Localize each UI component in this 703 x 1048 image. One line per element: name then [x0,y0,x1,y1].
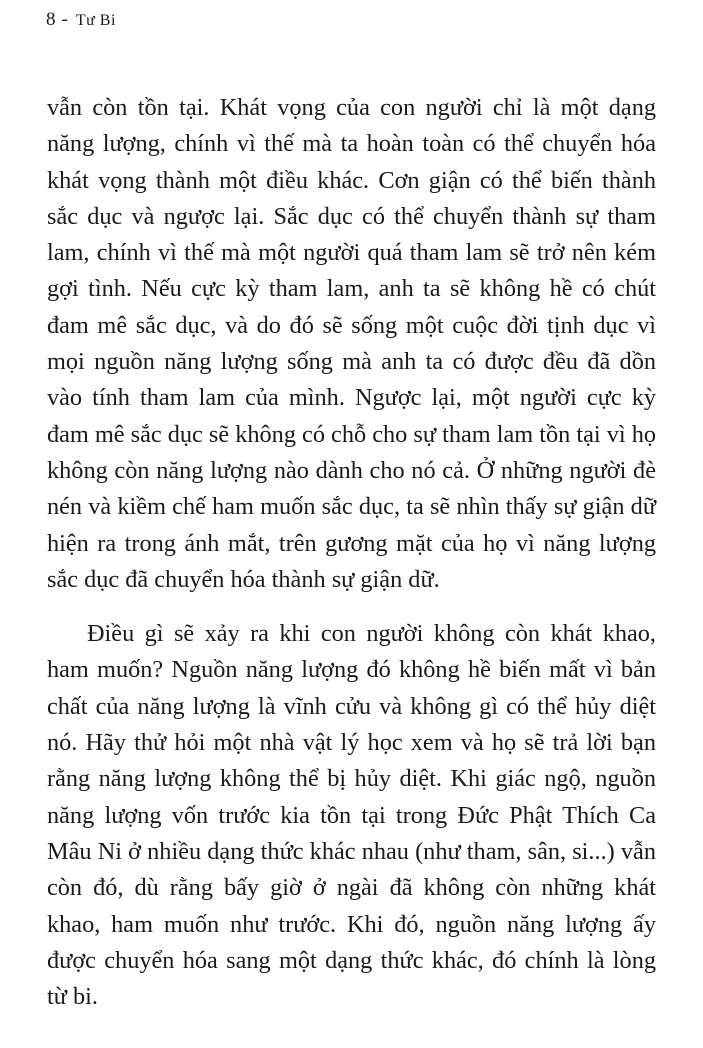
running-header [46,8,116,33]
page-number: 8 [46,9,56,30]
header-separator: - [61,9,68,30]
paragraph-1: vẫn còn tồn tại. Khát vọng của con người chỉ là một dạng năng lượng, chính vì thế mà ta hoàn toàn có thể chuyển hóa khát vọng thành một điều khác. Cơn giận có thể biến thành sắc dục và ngược lại. Sắc dục có thể chuyển thành sự tham lam, chính vì thế mà một người quá tham lam sẽ trở nên kém gợi tình. Nếu cực kỳ tham lam, anh ta sẽ không hề có chút đam mê sắc dục, và do đó sẽ sống một cuộc đời tịnh dục vì mọi nguồn năng lượng sống mà anh ta có được đều đã dồn vào tính tham lam của mình. Ngược lại, một người cực kỳ đam mê sắc dục sẽ không có chỗ cho sự tham lam tồn tại vì họ không còn năng lượng nào dành cho nó cả. Ở những người đè nén và kiềm chế ham muốn sắc dục, ta sẽ nhìn thấy sự giận dữ hiện ra trong ánh mắt, trên gương mặt của họ vì năng lượng sắc dục đã chuyển hóa thành sự giận dữ. [47,94,656,593]
book-title: Tư Bi [75,12,116,29]
body-text [47,90,656,1015]
paragraph-2: Điều gì sẽ xảy ra khi con người không còn khát khao, ham muốn? Nguồn năng lượng đó không hề biến mất vì bản chất của năng lượng là vĩnh cửu và không gì có thể hủy diệt nó. Hãy thử hỏi một nhà vật lý học xem và họ sẽ trả lời bạn rằng năng lượng không thể bị hủy diệt. Khi giác ngộ, nguồn năng lượng vốn trước kia tồn tại trong Đức Phật Thích Ca Mâu Ni ở nhiều dạng thức khác nhau (như tham, sân, si...) vẫn còn đó, dù rằng bấy giờ ở ngài đã không còn những khát khao, ham muốn như trước. Khi đó, nguồn năng lượng ấy được chuyển hóa sang một dạng thức khác, đó chính là lòng từ bi. [47,620,656,1011]
